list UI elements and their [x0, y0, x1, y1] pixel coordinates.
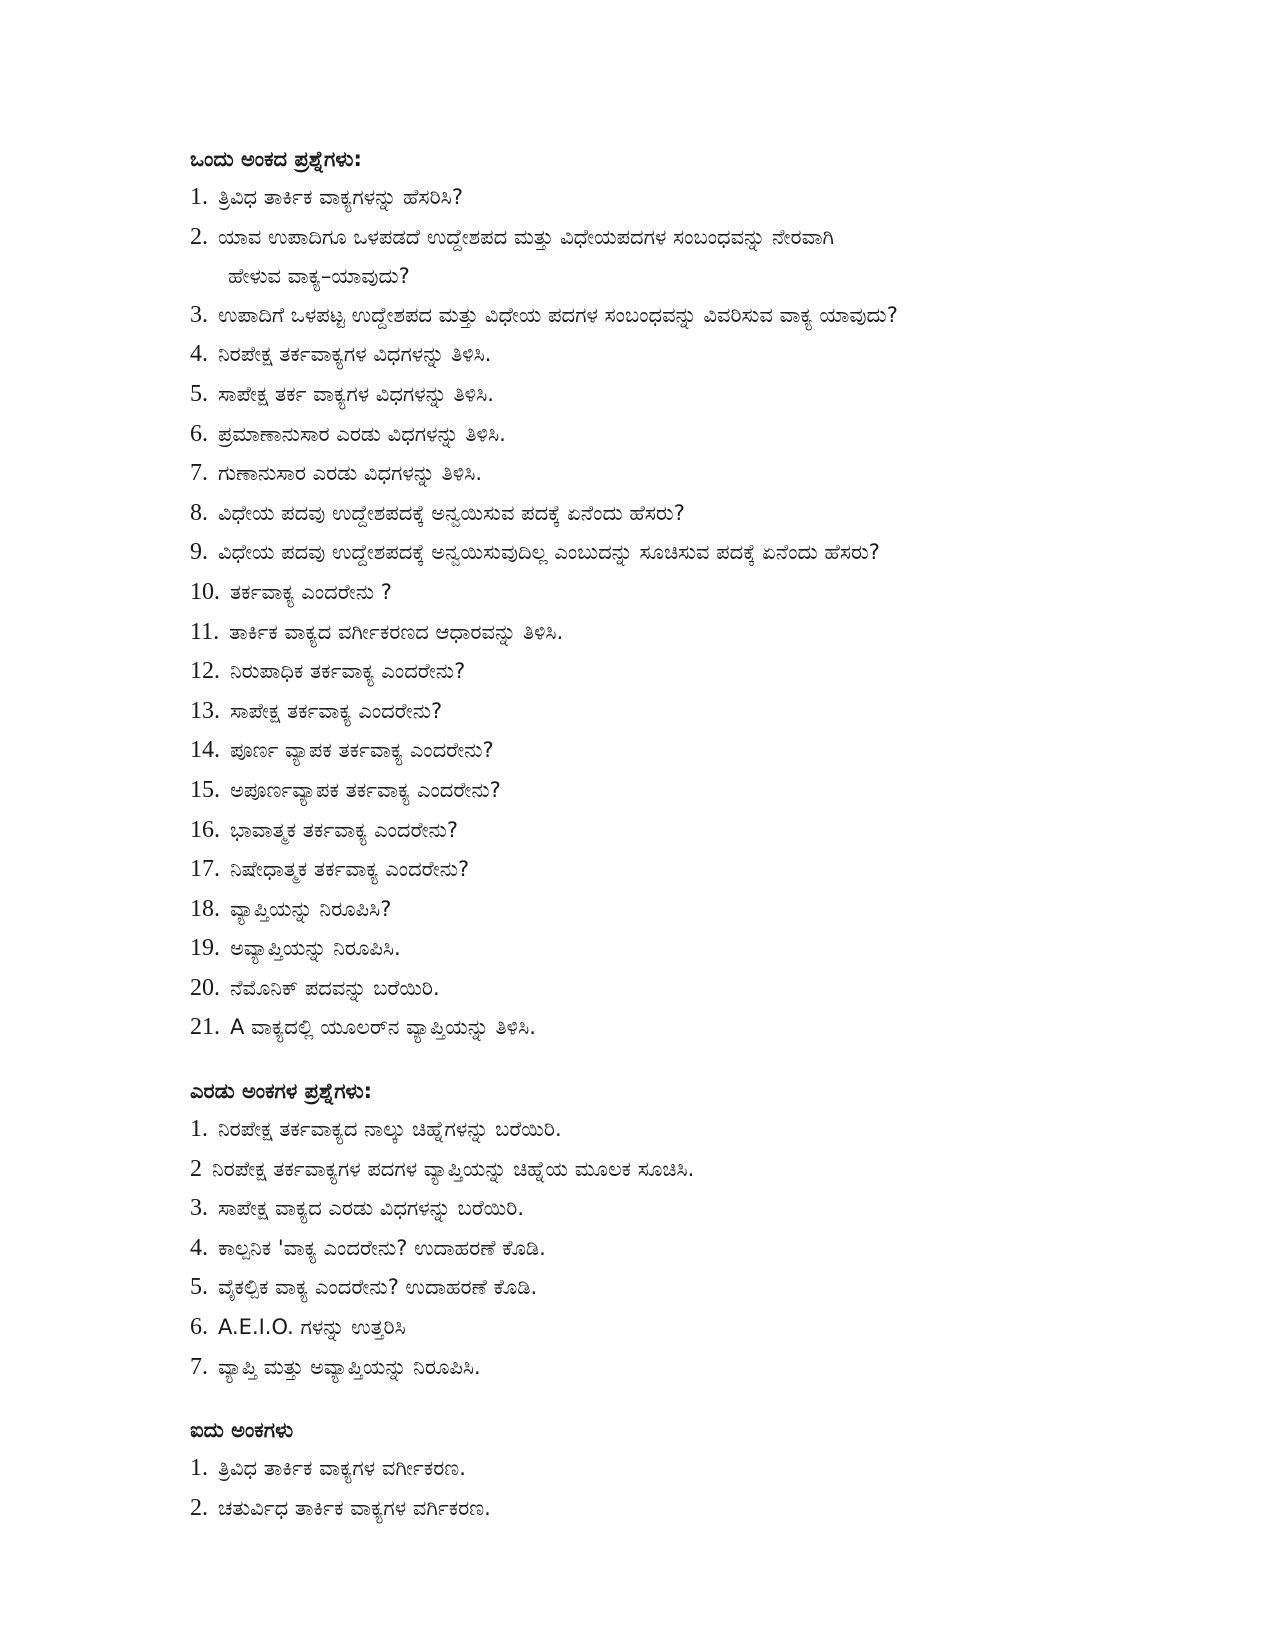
- question-number: 2.: [190, 223, 208, 250]
- question-item: [190, 731, 1150, 771]
- question-text: ನಿರಪೇಕ್ಷ ತರ್ಕವಾಕ್ಯದ ನಾಲ್ಕು ಚಿಹ್ನೆಗಳನ್ನು ಬರೆಯಿರಿ.: [218, 1117, 562, 1142]
- question-item: [190, 1150, 1150, 1190]
- question-text: ವೈಕಲ್ಪಿಕ ವಾಕ್ಯ ಎಂದರೇನು? ಉದಾಹರಣೆ ಕೊಡಿ.: [218, 1275, 538, 1300]
- question-item: [190, 494, 1150, 534]
- question-number: 5.: [190, 1274, 208, 1301]
- question-text: ವಿಧೇಯ ಪದವು ಉದ್ದೇಶಪದಕ್ಕೆ ಅನ್ವಯಿಸುವ ಪದಕ್ಕೆ ಏನೆಂದು ಹೆಸರು?: [218, 500, 685, 525]
- question-item: [190, 1229, 1150, 1269]
- question-item: [190, 890, 1150, 930]
- question-number: 3.: [190, 1195, 208, 1222]
- question-text: ತರ್ಕವಾಕ್ಯ ಎಂದರೇನು ?: [230, 579, 392, 604]
- question-text: ತ್ರಿವಿಧ ತಾರ್ಕಿಕ ವಾಕ್ಯಗಳನ್ನು ಹೆಸರಿಸಿ?: [218, 185, 463, 209]
- question-number: 17.: [190, 856, 220, 883]
- question-number: 6.: [190, 420, 208, 447]
- question-number: 7.: [190, 1353, 208, 1380]
- section-heading: ಐದು ಅಂಕಗಳು: [190, 1418, 294, 1443]
- question-text: ಸಾಪೇಕ್ಷ ವಾಕ್ಯದ ಎರಡು ವಿಧಗಳನ್ನು ಬರೆಯಿರಿ.: [218, 1196, 524, 1221]
- question-number: 16.: [190, 816, 220, 843]
- question-item: [190, 850, 1150, 890]
- question-item: [190, 969, 1150, 1009]
- question-text: ಸಾಪೇಕ್ಷ ತರ್ಕವಾಕ್ಯ ಎಂದರೇನು?: [230, 698, 443, 723]
- question-number: 19.: [190, 935, 220, 962]
- question-item: [190, 218, 1150, 296]
- question-number: 1.: [190, 184, 208, 210]
- question-number: 8.: [190, 499, 208, 526]
- question-text-continuation: ಹೇಳುವ ವಾಕ್ಯ–ಯಾವುದು?: [228, 264, 410, 289]
- question-item: [190, 454, 1150, 494]
- question-text: ನಿರಪೇಕ್ಷ ತರ್ಕವಾಕ್ಯಗಳ ಪದಗಳ ವ್ಯಾಪ್ತಿಯನ್ನು ಚಿಹ್ನೆಯ ಮೂಲಕ ಸೂಚಿಸಿ.: [212, 1156, 695, 1181]
- question-item: [190, 1189, 1150, 1229]
- question-number: 6.: [190, 1314, 208, 1341]
- question-text: ಕಾಲ್ಪನಿಕ 'ವಾಕ್ಯ ಎಂದರೇನು? ಉದಾಹರಣೆ ಕೊಡಿ.: [218, 1235, 546, 1260]
- question-list: [190, 1449, 1150, 1528]
- question-number: 1.: [190, 1455, 208, 1482]
- question-number: 1.: [190, 1116, 208, 1143]
- section-five-mark: [190, 1411, 1150, 1528]
- question-number: 10.: [190, 578, 220, 605]
- question-sheet: [190, 140, 1150, 1552]
- question-item: [190, 613, 1150, 653]
- question-number: 3.: [190, 301, 208, 328]
- question-item: [190, 375, 1150, 415]
- question-text: ವ್ಯಾಪ್ತಿ ಮತ್ತು ಅವ್ಯಾಪ್ತಿಯನ್ನು ನಿರೂಪಿಸಿ.: [218, 1354, 481, 1379]
- question-list: [190, 1110, 1150, 1387]
- question-number: 12.: [190, 658, 220, 685]
- question-text: ಉಪಾದಿಗೆ ಒಳಪಟ್ಟ ಉದ್ದೇಶಪದ ಮತ್ತು ವಿಧೇಯ ಪದಗಳ ಸಂಬಂಧವನ್ನು ವಿವರಿಸುವ ವಾಕ್ಯ ಯಾವುದು?: [218, 302, 898, 327]
- question-item: [190, 1489, 1150, 1529]
- question-number: 2: [190, 1155, 202, 1182]
- question-item: [190, 1308, 1150, 1348]
- question-text: ತಾರ್ಕಿಕ ವಾಕ್ಯದ ವರ್ಗೀಕರಣದ ಆಧಾರವನ್ನು ತಿಳಿಸಿ.: [229, 619, 564, 644]
- question-number: 4.: [190, 1234, 208, 1261]
- question-number: 14.: [190, 737, 220, 764]
- question-text: ವ್ಯಾಪ್ತಿಯನ್ನು ನಿರೂಪಿಸಿ?: [230, 896, 392, 921]
- question-number: 4.: [190, 341, 208, 368]
- question-item: [190, 929, 1150, 969]
- question-list: [190, 178, 1150, 1048]
- question-item: [190, 771, 1150, 811]
- question-text: ನಿರುಪಾಧಿಕ ತರ್ಕವಾಕ್ಯ ಎಂದರೇನು?: [230, 659, 466, 684]
- question-number: 15.: [190, 776, 220, 803]
- question-item: [190, 1348, 1150, 1388]
- question-item: [190, 811, 1150, 851]
- question-item: [190, 692, 1150, 732]
- question-item: [190, 1110, 1150, 1150]
- question-number: 21.: [190, 1014, 220, 1041]
- question-text: ಗುಣಾನುಸಾರ ಎರಡು ವಿಧಗಳನ್ನು ತಿಳಿಸಿ.: [218, 461, 483, 486]
- question-number: 11.: [190, 618, 220, 645]
- question-text: ನಿಷೇಧಾತ್ಮಕ ತರ್ಕವಾಕ್ಯ ಎಂದರೇನು?: [230, 857, 470, 882]
- question-text: ತ್ರಿವಿಧ ತಾರ್ಕಿಕ ವಾಕ್ಯಗಳ ವರ್ಗೀಕರಣ.: [218, 1456, 466, 1481]
- question-number: 2.: [190, 1494, 208, 1521]
- question-text: ಸಾಪೇಕ್ಷ ತರ್ಕ ವಾಕ್ಯಗಳ ವಿಧಗಳನ್ನು ತಿಳಿಸಿ.: [218, 381, 494, 406]
- section-two-mark: [190, 1072, 1150, 1387]
- question-text: ಅಪೂರ್ಣವ್ಯಾಪಕ ತರ್ಕವಾಕ್ಯ ಎಂದರೇನು?: [230, 777, 501, 802]
- question-text: ಪ್ರಮಾಣಾನುಸಾರ ಎರಡು ವಿಧಗಳನ್ನು ತಿಳಿಸಿ.: [218, 421, 506, 446]
- question-item: [190, 335, 1150, 375]
- question-item: [190, 1268, 1150, 1308]
- question-item: [190, 296, 1150, 336]
- section-heading: ಒಂದು ಅಂಕದ ಪ್ರಶ್ನೆಗಳು:: [190, 147, 362, 171]
- question-text: ಪೂರ್ಣ ವ್ಯಾಪಕ ತರ್ಕವಾಕ್ಯ ಎಂದರೇನು?: [230, 738, 494, 763]
- question-number: 9.: [190, 539, 208, 566]
- question-item: [190, 1008, 1150, 1048]
- section-heading: ಎರಡು ಅಂಕಗಳ ಪ್ರಶ್ನೆಗಳು:: [190, 1079, 373, 1104]
- question-item: [190, 573, 1150, 613]
- question-text: ಅವ್ಯಾಪ್ತಿಯನ್ನು ನಿರೂಪಿಸಿ.: [230, 936, 401, 961]
- question-text: ಭಾವಾತ್ಮಕ ತರ್ಕವಾಕ್ಯ ಎಂದರೇನು?: [230, 817, 458, 842]
- question-text: ಚತುರ್ವಿಧ ತಾರ್ಕಿಕ ವಾಕ್ಯಗಳ ವರ್ಗಿಕರಣ.: [218, 1495, 491, 1520]
- question-item: [190, 533, 1150, 573]
- question-item: [190, 178, 1150, 218]
- section-one-mark: [190, 140, 1150, 1048]
- question-number: 7.: [190, 460, 208, 487]
- question-item: [190, 652, 1150, 692]
- question-text: A.E.I.O. ಗಳನ್ನು ಉತ್ತರಿಸಿ: [218, 1315, 406, 1340]
- question-text: ಯಾವ ಉಪಾದಿಗೂ ಒಳಪಡದೆ ಉದ್ದೇಶಪದ ಮತ್ತು ವಿಧೇಯಪದಗಳ ಸಂಬಂಧವನ್ನು ನೇರವಾಗಿ: [218, 224, 834, 249]
- question-number: 18.: [190, 895, 220, 922]
- question-number: 20.: [190, 974, 220, 1001]
- question-number: 13.: [190, 697, 220, 724]
- question-text: ನೆಮೊನಿಕ್ ಪದವನ್ನು ಬರೆಯಿರಿ.: [230, 975, 440, 1000]
- question-item: [190, 415, 1150, 455]
- question-item: [190, 1449, 1150, 1489]
- question-text: ವಿಧೇಯ ಪದವು ಉದ್ದೇಶಪದಕ್ಕೆ ಅನ್ವಯಿಸುವುದಿಲ್ಲ ಎಂಬುದನ್ನು ಸೂಚಿಸುವ ಪದಕ್ಕೆ ಏನೆಂದು ಹೆಸರು?: [218, 540, 880, 565]
- question-number: 5.: [190, 380, 208, 407]
- question-text: A ವಾಕ್ಯದಲ್ಲಿ ಯೂಲರ್‌ನ ವ್ಯಾಪ್ತಿಯನ್ನು ತಿಳಿಸಿ.: [230, 1015, 536, 1040]
- question-text: ನಿರಪೇಕ್ಷ ತರ್ಕವಾಕ್ಯಗಳ ವಿಧಗಳನ್ನು ತಿಳಿಸಿ.: [218, 342, 492, 367]
